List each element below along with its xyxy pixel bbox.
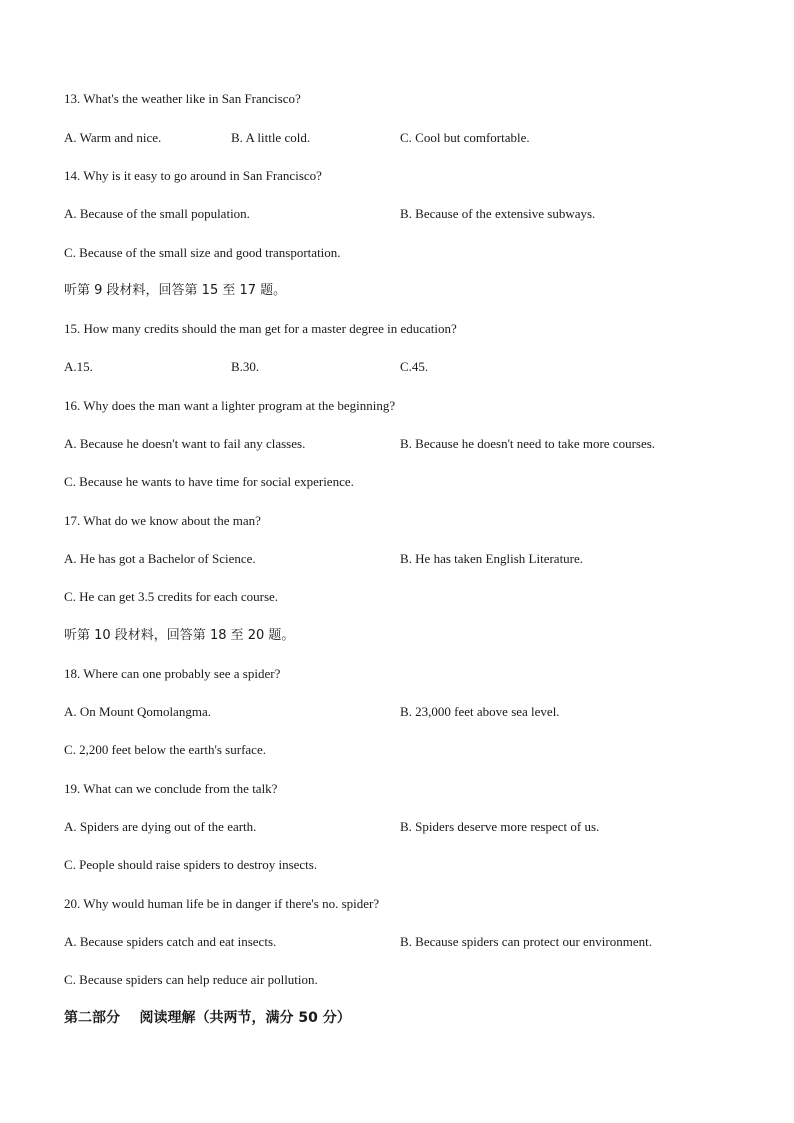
- question-14-stem: 14. Why is it easy to go around in San Francisco?: [64, 168, 322, 183]
- question-18-stem: 18. Where can one probably see a spider?: [64, 666, 281, 681]
- question-18-option-b: B. 23,000 feet above sea level.: [400, 704, 560, 719]
- question-20-option-c: C. Because spiders can help reduce air pollution.: [64, 972, 318, 987]
- question-14-option-a: A. Because of the small population.: [64, 206, 250, 221]
- question-17-stem: 17. What do we know about the man?: [64, 513, 261, 528]
- question-16-stem: 16. Why does the man want a lighter program at the beginning?: [64, 398, 396, 413]
- question-18-option-a: A. On Mount Qomolangma.: [64, 704, 211, 719]
- question-15-option-c: C.45.: [400, 359, 429, 374]
- section-heading: 第二部分 阅读理解（共两节，满分 50 分）: [64, 1010, 351, 1026]
- question-17-option-a: A. He has got a Bachelor of Science.: [64, 551, 256, 566]
- question-20-stem: 20. Why would human life be in danger if there's no. spider?: [64, 896, 380, 911]
- question-16-option-b: B. Because he doesn't need to take more courses.: [400, 436, 656, 451]
- question-13-option-b: B. A little cold.: [231, 130, 311, 145]
- passage-9-instruction: 听第 9 段材料，回答第 15 至 17 题。: [64, 283, 287, 298]
- question-15-option-a: A.15.: [64, 359, 93, 374]
- question-19-stem: 19. What can we conclude from the talk?: [64, 781, 278, 796]
- question-16-option-a: A. Because he doesn't want to fail any classes.: [64, 436, 306, 451]
- question-20-option-b: B. Because spiders can protect our environment.: [400, 934, 652, 949]
- question-17-option-b: B. He has taken English Literature.: [400, 551, 584, 566]
- question-13-option-a: A. Warm and nice.: [64, 130, 162, 145]
- question-19-option-b: B. Spiders deserve more respect of us.: [400, 819, 600, 834]
- question-16-option-c: C. Because he wants to have time for social experience.: [64, 474, 354, 489]
- question-14-option-b: B. Because of the extensive subways.: [400, 206, 596, 221]
- question-19-option-a: A. Spiders are dying out of the earth.: [64, 819, 257, 834]
- question-17-option-c: C. He can get 3.5 credits for each course.: [64, 589, 279, 604]
- question-15-option-b: B.30.: [231, 359, 260, 374]
- question-15-stem: 15. How many credits should the man get for a master degree in education?: [64, 321, 457, 336]
- question-19-option-c: C. People should raise spiders to destroy insects.: [64, 857, 318, 872]
- question-13-option-c: C. Cool but comfortable.: [400, 130, 530, 145]
- passage-10-instruction: 听第 10 段材料，回答第 18 至 20 题。: [64, 628, 295, 643]
- question-18-option-c: C. 2,200 feet below the earth's surface.: [64, 742, 266, 757]
- question-13-stem: 13. What's the weather like in San Francisco?: [64, 91, 301, 106]
- question-14-option-c: C. Because of the small size and good transportation.: [64, 245, 341, 260]
- question-20-option-a: A. Because spiders catch and eat insects.: [64, 934, 277, 949]
